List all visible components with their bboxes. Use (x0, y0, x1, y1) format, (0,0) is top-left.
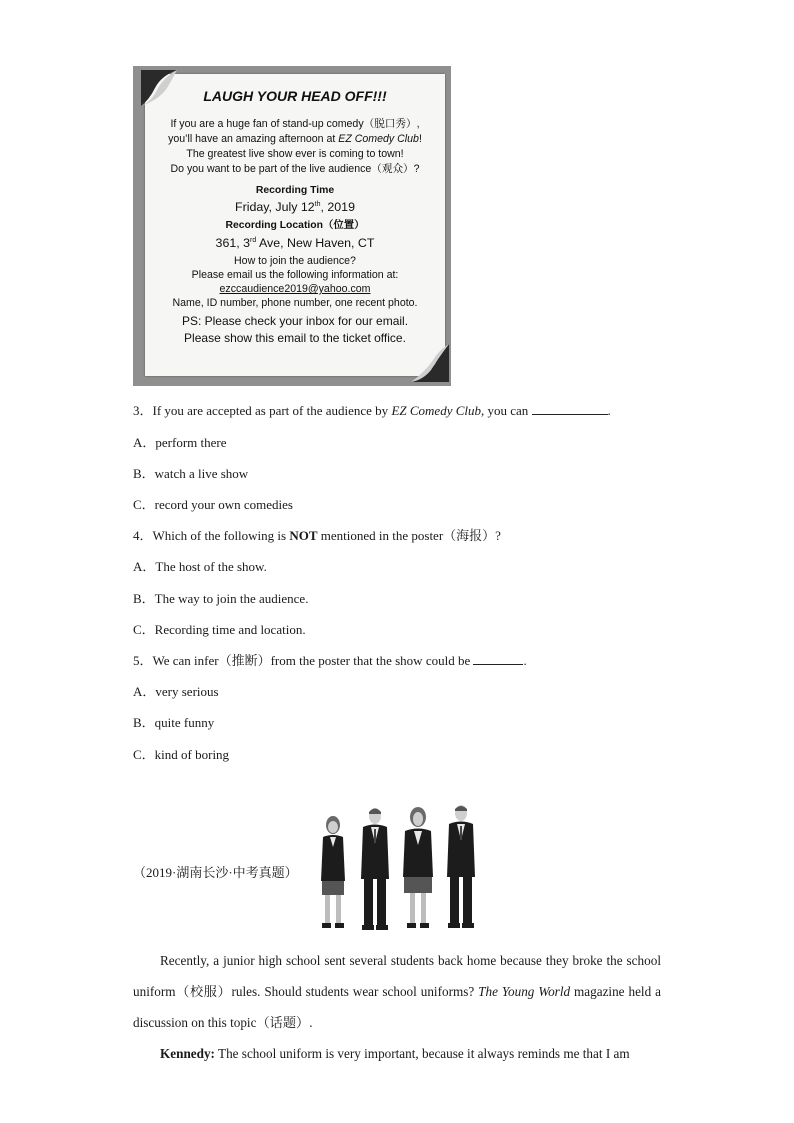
poster-intro-2c: ! (418, 133, 422, 145)
question-4-stem-a: 4．Which of the following is (133, 528, 290, 543)
passage-magazine-name: The Young World (478, 984, 571, 999)
passage-paragraph-1 (133, 945, 661, 1038)
poster-ps-line-1: PS: Please check your inbox for our email. (181, 314, 409, 328)
question-3-option-a[interactable]: A．perform there (133, 435, 227, 450)
poster-image (133, 66, 451, 386)
poster-club-name: EZ Comedy Club (338, 133, 419, 145)
passage-p1-a: Recently, a junior high school sent several students back home because they broke the school uniform（校服）rules. Should students wear school uniforms? (133, 953, 661, 999)
poster-title: LAUGH YOUR HEAD OFF!!! (203, 88, 387, 104)
question-5-stem (133, 650, 527, 669)
poster-paper (145, 74, 445, 376)
poster-join-line-3: Name, ID number, phone number, one recent photo. (172, 297, 418, 309)
question-3-stem-b: , you can (481, 403, 532, 418)
poster-intro-line-4: Do you want to be part of the live audience（观众）? (170, 163, 420, 175)
poster-location-value (145, 234, 445, 250)
poster-time-b: , 2019 (320, 200, 355, 215)
question-3-stem-end: . (607, 403, 611, 418)
student-figure-1 (321, 816, 345, 928)
poster-intro-line-2 (145, 133, 445, 146)
poster-intro-2a: you’ll have an amazing afternoon at (168, 133, 339, 145)
poster-time-heading: Recording Time (255, 185, 335, 196)
poster-intro-line-3: The greatest live show ever is coming to town! (186, 148, 404, 160)
question-3-option-b[interactable]: B．watch a live show (133, 466, 249, 481)
question-3-option-c[interactable]: C．record your own comedies (133, 497, 293, 512)
student-figure-3 (403, 807, 433, 928)
passage-p1-b: magazine held a discussion on this topic（话题）. (133, 984, 661, 1030)
poster-ps-line-2: Please show this email to the ticket office. (184, 331, 406, 345)
poster-intro-line-1: If you are a huge fan of stand-up comedy（脱口秀）, (170, 118, 420, 130)
source-label: （2019·湖南长沙·中考真题） (133, 865, 298, 880)
answer-blank (473, 652, 523, 665)
question-5-stem-a: 5．We can infer（推断）from the poster that the show could be (133, 653, 474, 668)
poster-email-link[interactable]: ezccaudience2019@yahoo.com (219, 283, 371, 295)
question-4-not: NOT (289, 528, 318, 543)
question-3-stem-a: 3．If you are accepted as part of the audience by (133, 403, 392, 418)
question-3-stem (133, 400, 611, 419)
poster-join-line-2: Please email us the following information at: (191, 269, 399, 281)
student-figure-4 (447, 805, 475, 928)
page-curl-bottom-right (407, 340, 449, 382)
poster-time-a: Friday, July 12 (235, 200, 315, 215)
students-in-uniform-image (311, 803, 487, 935)
poster-location-sup: rd (250, 237, 257, 244)
question-5-option-a[interactable]: A．very serious (133, 684, 219, 699)
question-4-option-b[interactable]: B．The way to join the audience. (133, 591, 309, 606)
student-figure-2 (361, 808, 389, 930)
speaker-kennedy: Kennedy: (160, 1046, 215, 1061)
poster-time-value (145, 198, 445, 214)
passage-paragraph-2 (133, 1038, 661, 1069)
question-4-option-c[interactable]: C．Recording time and location. (133, 622, 306, 637)
question-4-option-a[interactable]: A．The host of the show. (133, 559, 267, 574)
poster-time-sup: th (314, 201, 321, 208)
question-3-club-name: EZ Comedy Club (391, 403, 481, 418)
poster-location-heading: Recording Location（位置） (225, 220, 365, 231)
poster-location-b: Ave, New Haven, CT (256, 236, 375, 251)
passage-p2-text: The school uniform is very important, because it always reminds me that I am (214, 1046, 630, 1061)
question-5-option-c[interactable]: C．kind of boring (133, 747, 230, 762)
answer-blank (532, 402, 608, 415)
poster-location-a: 361, 3 (215, 236, 250, 251)
question-4-stem (133, 525, 501, 544)
question-5-option-b[interactable]: B．quite funny (133, 715, 215, 730)
question-4-stem-b: mentioned in the poster（海报）? (317, 528, 501, 543)
question-5-stem-end: . (523, 653, 527, 668)
poster-join-line-1: How to join the audience? (234, 255, 356, 267)
